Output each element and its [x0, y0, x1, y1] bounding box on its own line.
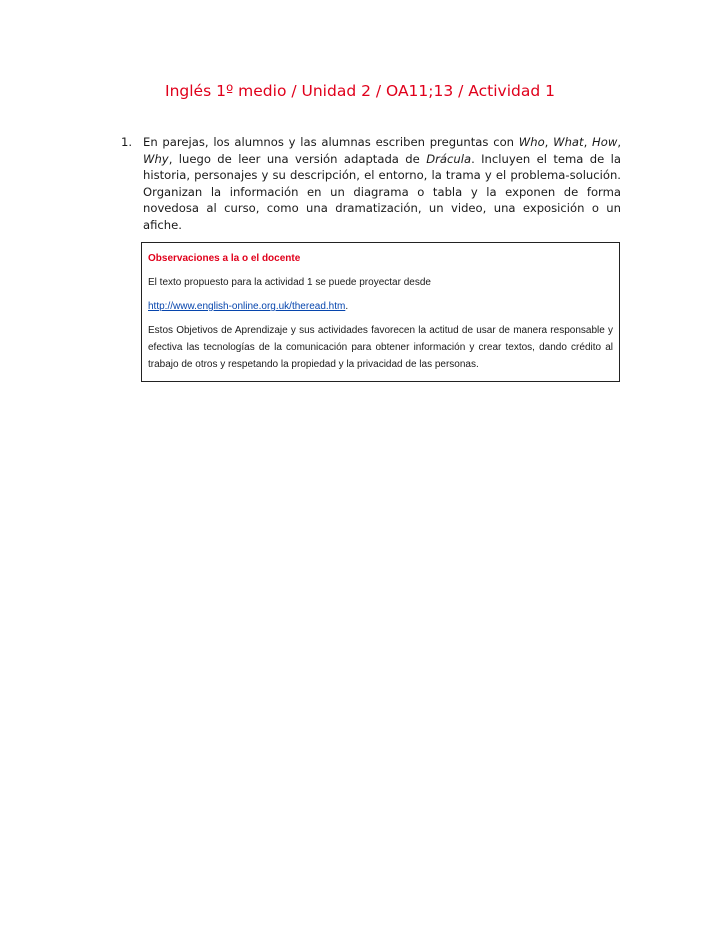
observations-paragraph: Estos Objetivos de Aprendizaje y sus actividades favorecen la actitud de usar de manera responsable y efectiva las tecnologías de la comunicación para obtener información y crear textos, dando crédito al trabajo de otros y respetando la propiedad y la privacidad de las personas. [148, 325, 613, 370]
separator: , [544, 135, 554, 149]
activity-list [121, 134, 621, 234]
page-title: Inglés 1º medio / Unidad 2 / OA11;13 / Actividad 1 [165, 82, 555, 100]
activity-text-part: , luego de leer una versión adaptada de [168, 151, 427, 166]
separator: , [617, 135, 621, 149]
observations-heading: Observaciones a la o el docente [148, 253, 301, 264]
question-what: What [553, 135, 584, 149]
activity-text-part: . Incluyen el tema de la historia, personajes y su descripción, el entorno, la trama y el problema-solución. Organizan la información en un diagrama o tabla y la exponen de forma novedosa al curso, como una dramatización, un video, una exposición o un afiche. [143, 151, 621, 232]
question-how: How [592, 135, 618, 149]
question-who: Who [518, 135, 545, 149]
separator: , [583, 135, 593, 149]
activity-text [143, 134, 621, 234]
item-number: 1. [121, 135, 133, 149]
link-suffix: . [345, 301, 349, 312]
activity-text-part: En parejas, los alumnos y las alumnas escriben preguntas con [143, 135, 519, 149]
observations-link-line [148, 298, 613, 315]
resource-link[interactable]: http://www.english-online.org.uk/theread.htm [148, 301, 346, 312]
list-item [121, 134, 621, 234]
question-why: Why [143, 151, 169, 166]
observations-line: El texto propuesto para la actividad 1 se puede proyectar desde [148, 277, 431, 288]
book-title: Drácula [426, 151, 472, 166]
teacher-observations-box [141, 242, 620, 382]
